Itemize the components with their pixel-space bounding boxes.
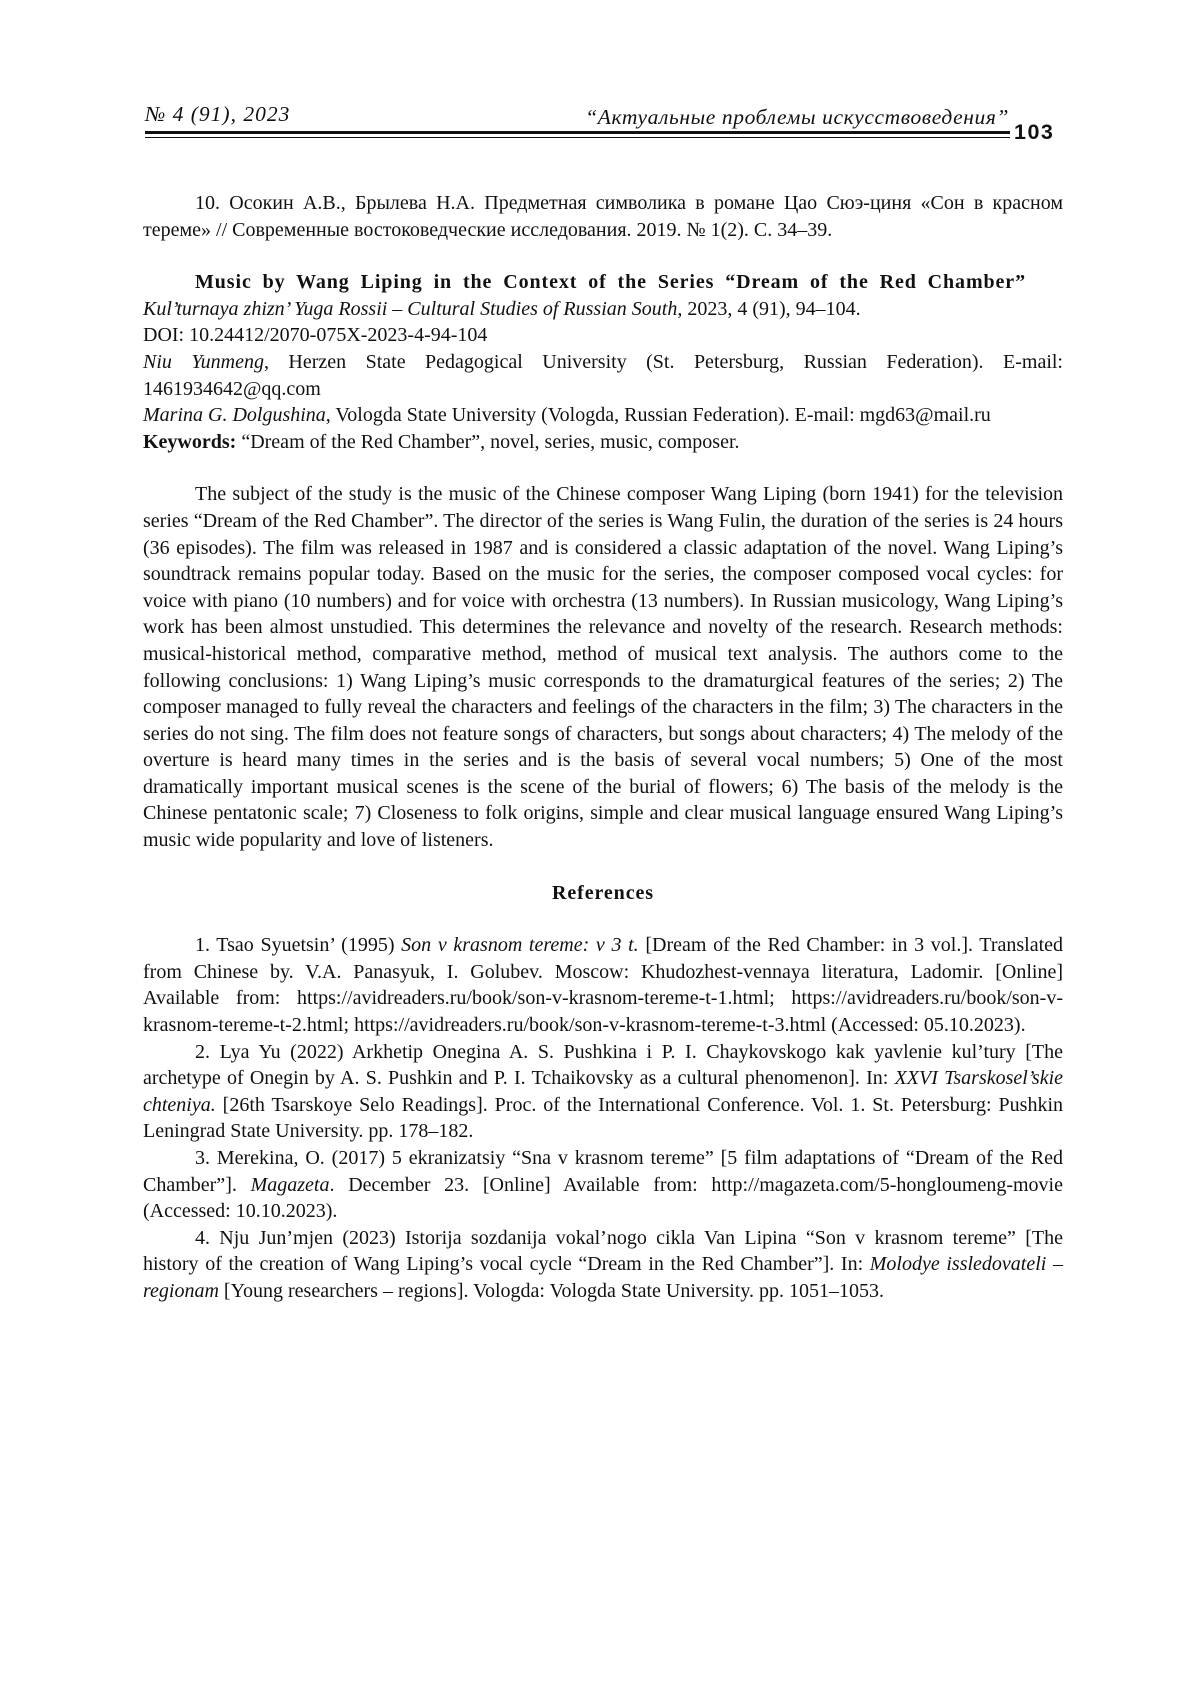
text-run: [26th Tsarskoye Selo Readings]. Proc. of the International Conference. Vol. 1. St. Petersburg: Pushkin Leningrad State University. pp. 178–182. (143, 1094, 1063, 1143)
reference-url[interactable]: https://avidreaders.ru/book/son-v-krasnom-tereme-t-3.html (354, 1014, 826, 1036)
abstract: The subject of the study is the music of the Chinese composer Wang Liping (born 1941) for the television series “Dream of the Red Chamber”. The director of the series is Wang Fulin, the duration of the series is 24 hours (36 episodes). The film was released in 1987 and is considered a classic adaptation of the novel. Wang Liping’s soundtrack remains popular today. Based on the music for the series, the composer composed vocal cycles: for voice with piano (10 numbers) and for voice with orchestra (13 numbers). In Russian musicology, Wang Liping’s work has been almost unstudied. This determines the relevance and novelty of the research. Research methods: musical-historical method, comparative method, method of musical text analysis. The authors come to the following conclusions: 1) Wang Liping’s music corresponds to the dramaturgical features of the series; 2) The composer managed to fully reveal the characters and feelings of the characters in the film; 3) The characters in the series do not sing. The film does not feature songs of characters, but songs about characters; 4) The melody of the overture is heard many times in the series and is the basis of several vocal numbers; 5) One of the most dramatically important musical scenes is the scene of the burial of flowers; 6) The basis of the melody is the Chinese pentatonic scale; 7) Closeness to folk origins, simple and clear musical language ensured Wang Liping’s music wide popularity and love of listeners. (143, 481, 1063, 853)
article-title: Music by Wang Liping in the Context of the Series “Dream of the Red Chamber” (143, 269, 1063, 296)
keywords-list: “Dream of the Red Chamber”, novel, series, music, composer. (236, 431, 739, 453)
text-run: (Accessed: 10.10.2023). (143, 1200, 337, 1222)
author-1-email[interactable]: 1461934642@qq.com (143, 378, 321, 400)
reference-url[interactable]: https://avidreaders.ru/book/son-v-krasnom-tereme-t-2.html (143, 987, 1063, 1036)
text-run: 4. Nju Jun’mjen (2023) Istorija sozdanija vokal’nogo cikla Van Lipina “Son v krasnom tereme” [The history of the creation of Wang Liping’s vocal cycle “Dream in the Red Chamber”]. In: (143, 1227, 1063, 1276)
article-info (143, 269, 1063, 455)
reference-1 (143, 932, 1063, 1038)
references-list (143, 932, 1063, 1304)
journal-title: “Актуальные проблемы искусствоведения” (585, 105, 1009, 130)
references-heading: References (143, 880, 1063, 907)
author-1-affiliation: , Herzen State Pedagogical University (St. Petersburg, Russian Federation). E-mail: (264, 351, 1063, 373)
author-1 (143, 349, 1063, 402)
italic-title: Kul’turnaya zhizn’ Yuga Rossii – Cultural Studies of Russian South, (143, 298, 682, 320)
article-doi: DOI: 10.24412/2070-075X-2023-4-94-104 (143, 322, 1063, 349)
reference-2 (143, 1039, 1063, 1145)
italic-title: Molodye issledovateli – regionam (143, 1253, 1063, 1302)
reference-4 (143, 1225, 1063, 1305)
page-content (143, 190, 1063, 1305)
text-run: ; (769, 987, 791, 1009)
author-2 (143, 402, 1063, 429)
italic-title: XXVI Tsarskosel’skie chteniya. (143, 1067, 1063, 1116)
text-run: 1. Tsao Syuetsin’ (1995) (195, 934, 401, 956)
author-2-name: Marina G. Dolgushina (143, 404, 326, 426)
author-2-email[interactable]: mgd63@mail.ru (860, 404, 991, 426)
header-rule (145, 131, 1010, 138)
text-run: ; (344, 1014, 355, 1036)
text-run: [Young researchers – regions]. Vologda: Vologda State University. pp. 1051–1053. (219, 1280, 884, 1302)
page-number: 103 (1014, 120, 1054, 145)
keywords (143, 429, 1063, 456)
article-citation (143, 296, 1063, 323)
journal-issue: № 4 (91), 2023 (145, 102, 290, 127)
reference-url[interactable]: http://magazeta.com/5-hongloumeng-movie (711, 1174, 1063, 1196)
reference-3 (143, 1145, 1063, 1225)
prev-reference-10: 10. Осокин А.В., Брылева Н.А. Предметная символика в романе Цао Сюэ-циня «Сон в красном тереме» // Современные востоковедческие исследования. 2019. № 1(2). С. 34–39. (143, 190, 1063, 243)
text-run: [Dream of the Red Chamber: in 3 vol.]. Translated from Chinese by. V.A. Panasyuk, I. Golubev. Moscow: Khudozhest-vennaya literatura, Ladomir. [Online] Available from: (143, 934, 1063, 1009)
reference-url[interactable]: https://avidreaders.ru/book/son-v-krasnom-tereme-t-1.html (297, 987, 769, 1009)
text-run: 2023, 4 (91), 94–104. (682, 298, 860, 320)
text-run: 3. Merekina, O. (2017) 5 ekranizatsiy “Sna v krasnom tereme” [5 film adaptations of “Dream of the Red Chamber”]. (143, 1147, 1063, 1196)
italic-title: Son v krasnom tereme: v 3 t. (401, 934, 639, 956)
text-run: . December 23. [Online] Available from: (329, 1174, 711, 1196)
text-run: (Accessed: 05.10.2023). (826, 1014, 1025, 1036)
author-1-name: Niu Yunmeng (143, 351, 264, 373)
keywords-label: Keywords: (143, 431, 236, 453)
author-2-affiliation: , Vologda State University (Vologda, Russian Federation). E-mail: (326, 404, 860, 426)
italic-title: Magazeta (251, 1174, 330, 1196)
text-run: 2. Lya Yu (2022) Arkhetip Onegina A. S. Pushkina i P. I. Chaykovskogo kak yavlenie kul’tury [The archetype of Onegin by A. S. Pushkin and P. I. Tchaikovsky as a cultural phenomenon]. In: (143, 1041, 1063, 1090)
